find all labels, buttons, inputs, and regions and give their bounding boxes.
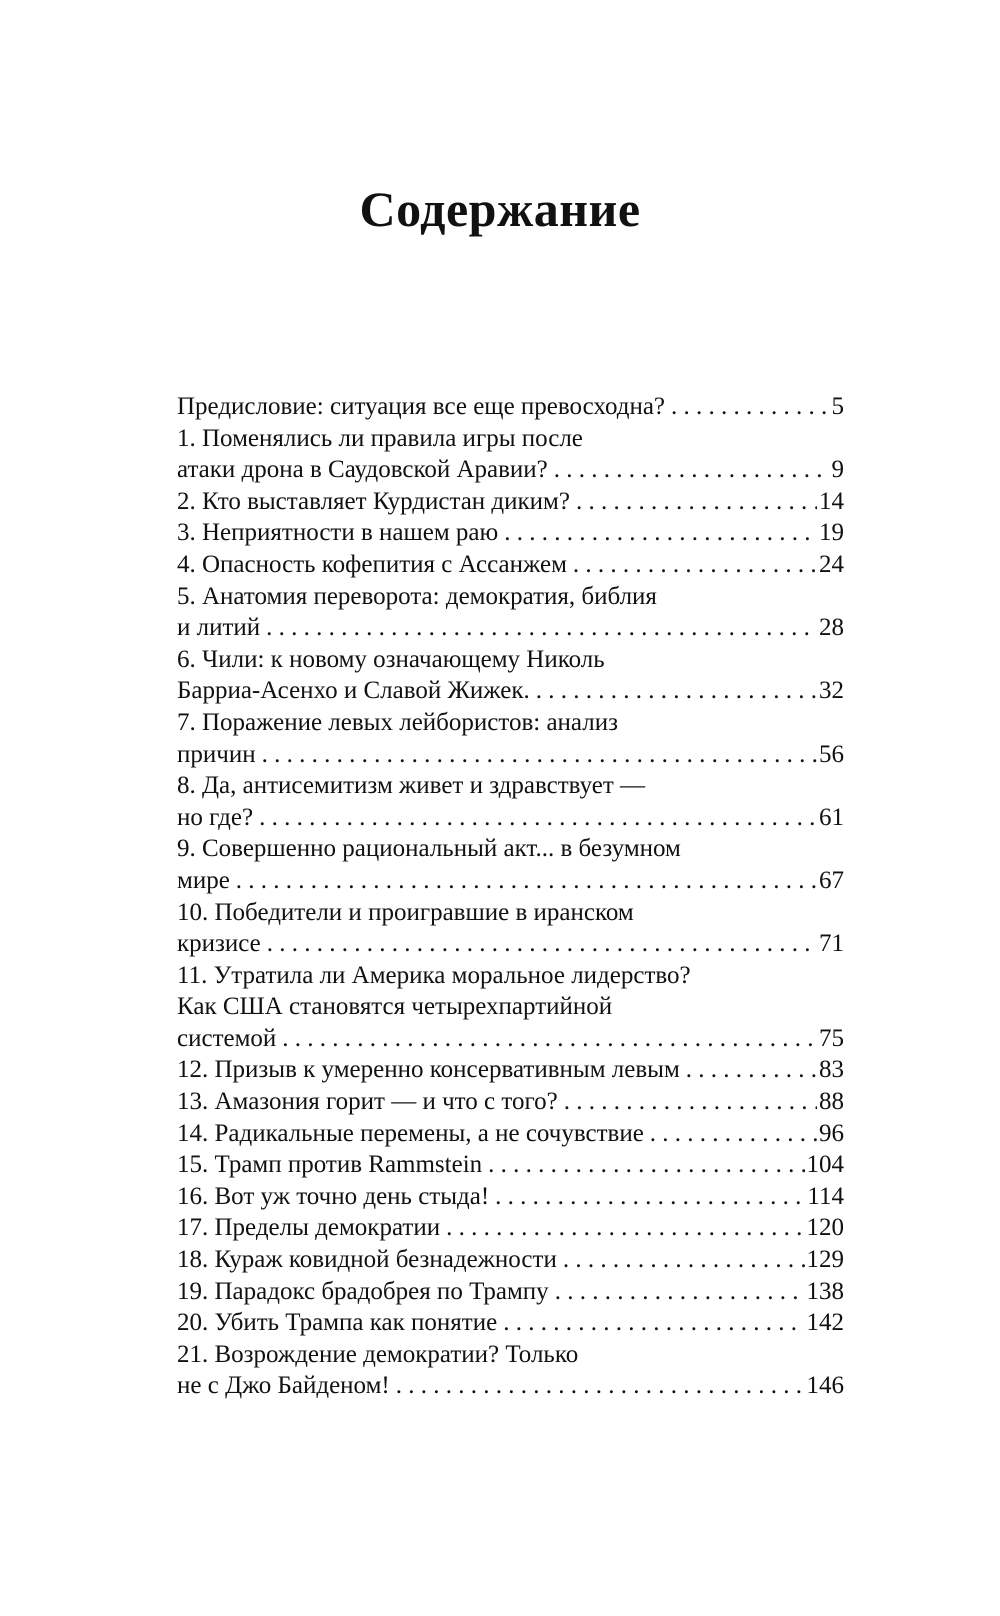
toc-entry (177, 1212, 844, 1244)
toc-entry (177, 1276, 844, 1308)
toc-entry-title: 11. Утратила ли Америка моральное лидерство? (177, 961, 691, 989)
toc-entry (177, 897, 844, 960)
toc-entry-title: 9. Совершенно рациональный акт... в безумном (177, 835, 681, 863)
toc-entry (177, 960, 844, 1055)
toc-page-number: 67 (819, 866, 844, 894)
toc-entry-title: Предисловие: ситуация все еще превосходна? (177, 393, 666, 420)
toc-leader-dots (489, 1181, 805, 1213)
toc-entry-title: 13. Амазония горит — и что с того? (177, 1088, 558, 1116)
toc-entry-title: 19. Парадокс брадобрея по Трампу (177, 1277, 549, 1305)
toc-entry-title: системой (177, 1024, 277, 1052)
toc-entry (177, 707, 844, 770)
toc-entry-title: 20. Убить Трампа как понятие (177, 1309, 498, 1337)
toc-page-number: 75 (819, 1024, 844, 1052)
toc-entry-title: и литий (177, 614, 261, 642)
toc-entry-title: атаки дрона в Саудовской Аравии? (177, 456, 548, 484)
toc-leader-dots (570, 486, 817, 518)
toc-entry (177, 1181, 844, 1213)
toc-entry-title: 16. Вот уж точно день стыда! (177, 1182, 490, 1210)
toc-entry (177, 581, 844, 644)
toc-leader-dots (680, 1054, 817, 1086)
toc-leader-dots (665, 391, 829, 423)
toc-leader-dots (256, 739, 817, 771)
toc-leader-dots (230, 865, 817, 897)
toc-page-number: 138 (806, 1277, 844, 1305)
toc-page-number: 129 (806, 1246, 844, 1274)
toc-page-number: 9 (831, 456, 844, 484)
toc-leader-dots (260, 612, 817, 644)
toc-page-number: 19 (819, 519, 844, 547)
toc-page-number: 104 (806, 1151, 844, 1179)
toc-leader-dots (390, 1370, 805, 1402)
toc-entry-title: Как США становятся четырехпартийной (177, 993, 613, 1021)
toc-page-number: 28 (819, 614, 844, 642)
toc-page-number: 146 (806, 1372, 844, 1400)
toc-page-number: 88 (819, 1088, 844, 1116)
toc-entry-title: 1. Поменялись ли правила игры после (177, 424, 583, 452)
toc-entry (177, 391, 844, 423)
toc-entry (177, 1149, 844, 1181)
toc-entry (177, 517, 844, 549)
toc-leader-dots (482, 1149, 804, 1181)
toc-entry (177, 1244, 844, 1276)
toc-page-number: 24 (819, 550, 844, 578)
toc-entry (177, 833, 844, 896)
toc-leader-dots (530, 675, 817, 707)
toc-page-number: 61 (819, 803, 844, 831)
toc-entry-title: 6. Чили: к новому означающему Николь (177, 645, 605, 673)
toc-entry (177, 1339, 844, 1402)
toc-page-number: 142 (806, 1309, 844, 1337)
toc-entry (177, 1054, 844, 1086)
toc-leader-dots (497, 1307, 804, 1339)
toc-entry-title: мире (177, 866, 230, 894)
toc-leader-dots (276, 1023, 817, 1055)
toc-page-number: 120 (806, 1214, 844, 1242)
toc-entry-title: не с Джо Байденом! (177, 1372, 390, 1400)
toc-page-number: 114 (807, 1182, 844, 1210)
toc-entry-title: 17. Пределы демократии (177, 1214, 441, 1242)
toc-entry-title: 14. Радикальные перемены, а не сочувствие (177, 1119, 644, 1147)
toc-entry-title: кризисе (177, 930, 261, 958)
toc-entry (177, 549, 844, 581)
toc-leader-dots (557, 1244, 805, 1276)
toc-entry (177, 644, 844, 707)
page-title: Содержание (359, 181, 641, 237)
toc-entry (177, 486, 844, 518)
toc-leader-dots (253, 802, 817, 834)
toc-leader-dots (261, 928, 817, 960)
toc-page-number: 83 (819, 1056, 844, 1084)
toc-entry-title: 10. Победители и проигравшие в иранском (177, 898, 634, 926)
toc-page-number: 71 (819, 930, 844, 958)
toc-page-number: 32 (819, 677, 844, 705)
toc-entry-title: но где? (177, 803, 254, 831)
toc-entry-title: 12. Призыв к умеренно консервативным левым (177, 1056, 680, 1084)
toc-entry (177, 423, 844, 486)
toc-entry (177, 1118, 844, 1150)
toc-leader-dots (549, 1276, 805, 1308)
toc-leader-dots (644, 1118, 817, 1150)
toc-leader-dots (567, 549, 817, 581)
toc-entry-title: 2. Кто выставляет Курдистан диким? (177, 487, 570, 515)
toc-entry (177, 770, 844, 833)
toc-leader-dots (440, 1212, 804, 1244)
toc-entry-title: 4. Опасность кофепития с Ассанжем (177, 550, 567, 578)
toc-entry-title: 18. Кураж ковидной безнадежности (177, 1246, 557, 1274)
table-of-contents (177, 391, 844, 1402)
toc-entry (177, 1307, 844, 1339)
toc-entry-title: 8. Да, антисемитизм живет и здравствует — (177, 772, 646, 800)
toc-page-number: 14 (819, 487, 844, 515)
toc-page-number: 5 (831, 393, 844, 420)
toc-page-number: 96 (819, 1119, 844, 1147)
toc-entry-title: 21. Возрождение демократии? Только (177, 1340, 579, 1368)
toc-entry-title: 5. Анатомия переворота: демократия, библия (177, 582, 657, 610)
toc-entry-title: 7. Поражение левых лейбористов: анализ (177, 708, 618, 736)
toc-leader-dots (558, 1086, 817, 1118)
toc-entry-title: Барриа-Асенхо и Славой Жижек. (177, 677, 530, 705)
toc-entry-title: 15. Трамп против Rammstein (177, 1151, 483, 1179)
toc-entry-title: причин (177, 740, 256, 768)
toc-entry (177, 1086, 844, 1118)
toc-leader-dots (498, 517, 817, 549)
toc-entry-title: 3. Неприятности в нашем раю (177, 519, 499, 547)
toc-leader-dots (548, 454, 830, 486)
toc-page-number: 56 (819, 740, 844, 768)
